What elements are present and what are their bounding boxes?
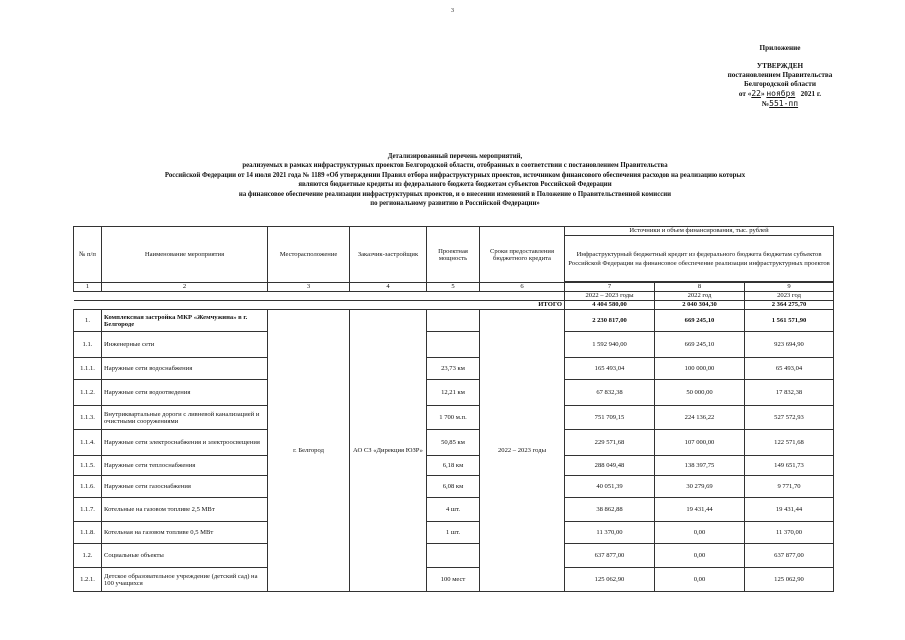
page-number: 3 [451, 8, 454, 14]
row-value-total: 38 862,88 [565, 498, 655, 522]
table-row [74, 476, 834, 498]
row-capacity: 1 700 м.п. [427, 406, 480, 430]
row-value-2022: 669 245,10 [655, 310, 745, 332]
col-number: 3 [268, 283, 350, 292]
header-customer: Заказчик-застройщик [350, 227, 427, 283]
row-capacity: 4 шт. [427, 498, 480, 522]
row-capacity [427, 544, 480, 568]
table-row [74, 498, 834, 522]
approval-line-2: Белгородской области [744, 80, 816, 88]
row-name: Детское образовательное учреждение (детский сад) на 100 учащихся [102, 568, 268, 592]
row-value-2022: 19 431,44 [655, 498, 745, 522]
row-value-total: 229 571,68 [565, 430, 655, 456]
total-label: ИТОГО [74, 301, 565, 310]
table-row [74, 310, 834, 332]
row-value-2023: 1 561 571,90 [745, 310, 834, 332]
header-capacity: Проектная мощность [427, 227, 480, 283]
row-value-total: 288 049,48 [565, 456, 655, 476]
row-name: Котельная на газовом топливе 0,5 МВт [102, 522, 268, 544]
row-value-2022: 0,00 [655, 522, 745, 544]
row-number: 1.1. [74, 332, 102, 358]
row-value-2023: 11 370,00 [745, 522, 834, 544]
approval-line-1: постановлением Правительства [727, 71, 833, 79]
total-value: 2 364 275,70 [745, 301, 834, 310]
row-value-total: 40 051,39 [565, 476, 655, 498]
row-value-2023: 122 571,68 [745, 430, 834, 456]
row-name: Наружные сети водоотведения [102, 380, 268, 406]
row-value-2022: 669 245,10 [655, 332, 745, 358]
header-name: Наименование мероприятия [102, 227, 268, 283]
row-value-2022: 224 136,22 [655, 406, 745, 430]
row-value-2023: 19 431,44 [745, 498, 834, 522]
document-title [60, 152, 850, 208]
row-name: Наружные сети газоснабжения [102, 476, 268, 498]
approved-stamp: УТВЕРЖДЕН [756, 62, 804, 70]
header-location: Месторасположение [268, 227, 350, 283]
row-number: 1.1.7. [74, 498, 102, 522]
header-credit: Инфраструктурный бюджетный кредит из федерального бюджета бюджетам субъектов Российской Федерации на финансовое обеспечение реализации инфраструктурных проектов [565, 236, 834, 282]
customer-cell: АО СЗ «Дирекция ЮЗР» [350, 310, 427, 592]
row-capacity: 1 шт. [427, 522, 480, 544]
row-value-2022: 100 000,00 [655, 358, 745, 380]
row-capacity: 23,73 км [427, 358, 480, 380]
row-name: Внутриквартальные дороги с ливневой канализацией и очистными сооружениями [102, 406, 268, 430]
col-number: 2 [102, 283, 268, 292]
row-name: Котельные на газовом топливе 2,5 МВт [102, 498, 268, 522]
row-value-2022: 107 000,00 [655, 430, 745, 456]
row-name: Социальные объекты [102, 544, 268, 568]
number-prefix: № [761, 100, 770, 108]
row-name: Инженерные сети [102, 332, 268, 358]
row-number: 1. [74, 310, 102, 332]
total-value: 4 404 580,00 [565, 301, 655, 310]
row-value-total: 637 877,00 [565, 544, 655, 568]
year-label: 2022 год [655, 292, 745, 301]
row-value-2023: 9 771,70 [745, 476, 834, 498]
row-number: 1.1.3. [74, 406, 102, 430]
title-line-6: по региональному развитию в Российской Федерации» [370, 200, 540, 208]
col-number: 6 [480, 283, 565, 292]
table-row [74, 430, 834, 456]
row-number: 1.1.4. [74, 430, 102, 456]
measures-table [73, 226, 834, 592]
row-value-total: 1 592 940,00 [565, 332, 655, 358]
date-year: 2021 г. [800, 90, 822, 98]
approval-number [705, 99, 855, 109]
col-number: 8 [655, 283, 745, 292]
number-value: 551-пп [769, 99, 799, 108]
table-row [74, 456, 834, 476]
col-number: 9 [745, 283, 834, 292]
row-capacity: 12,21 км [427, 380, 480, 406]
table-row [74, 358, 834, 380]
title-line-4: являются бюджетные кредиты из федерального бюджета бюджетам субъектов Российской Федерации [298, 181, 612, 189]
title-line-5: на финансовое обеспечение реализации инфраструктурных проектов, и о внесении изменений в Положение о Правительственной комиссии [238, 190, 672, 198]
title-line-3: Российской Федерации от 14 июля 2021 года № 1189 «Об утверждении Правил отбора инфраструктурных проектов, источником финансового обеспечения расходов на реализацию которых [164, 171, 746, 179]
row-number: 1.1.5. [74, 456, 102, 476]
table-row [74, 380, 834, 406]
table-row [74, 544, 834, 568]
row-value-total: 2 230 817,00 [565, 310, 655, 332]
row-value-2022: 0,00 [655, 544, 745, 568]
table-row [74, 568, 834, 592]
date-day: 22 [751, 89, 761, 98]
header-term: Сроки предоставления бюджетного кредита [480, 227, 565, 283]
year-label: 2023 год [745, 292, 834, 301]
row-value-2023: 125 062,90 [745, 568, 834, 592]
row-capacity: 6,18 км [427, 456, 480, 476]
col-number: 1 [74, 283, 102, 292]
row-value-total: 67 832,38 [565, 380, 655, 406]
row-value-2022: 30 279,69 [655, 476, 745, 498]
approval-date [705, 89, 855, 99]
header-num: № п/п [74, 227, 102, 283]
row-value-2022: 50 000,00 [655, 380, 745, 406]
row-capacity: 6,08 км [427, 476, 480, 498]
row-value-2023: 149 651,73 [745, 456, 834, 476]
col-number: 5 [427, 283, 480, 292]
row-value-total: 751 709,15 [565, 406, 655, 430]
row-name: Наружные сети электроснабжения и электроосвещения [102, 430, 268, 456]
col-number: 7 [565, 283, 655, 292]
table-row [74, 522, 834, 544]
row-number: 1.1.6. [74, 476, 102, 498]
col-number: 4 [350, 283, 427, 292]
row-value-2023: 527 572,93 [745, 406, 834, 430]
year-label: 2022 – 2023 годы [565, 292, 655, 301]
date-mid: » [760, 90, 765, 98]
row-name: Комплексная застройка МКР «Жемчужина» в г. Белгороде [102, 310, 268, 332]
row-number: 1.1.8. [74, 522, 102, 544]
row-number: 1.1.1. [74, 358, 102, 380]
row-name: Наружные сети теплоснабжения [102, 456, 268, 476]
row-capacity [427, 310, 480, 332]
row-number: 1.1.2. [74, 380, 102, 406]
row-value-2023: 637 877,00 [745, 544, 834, 568]
date-month: ноября [766, 89, 796, 98]
row-capacity: 100 мест [427, 568, 480, 592]
term-cell: 2022 – 2023 годы [480, 310, 565, 592]
row-name: Наружные сети водоснабжения [102, 358, 268, 380]
header-sources: Источники и объем финансирования, тыс. рублей [565, 227, 834, 236]
title-line-1: Детализированный перечень мероприятий, [387, 153, 523, 160]
row-value-2022: 0,00 [655, 568, 745, 592]
row-value-2022: 138 397,75 [655, 456, 745, 476]
row-value-2023: 17 832,38 [745, 380, 834, 406]
row-value-2023: 65 493,04 [745, 358, 834, 380]
row-value-2023: 923 694,90 [745, 332, 834, 358]
appendix-label: Приложение [759, 44, 801, 52]
row-capacity: 50,85 км [427, 430, 480, 456]
approval-block [705, 44, 855, 109]
row-number: 1.2.1. [74, 568, 102, 592]
location-cell: г. Белгород [268, 310, 350, 592]
row-value-total: 165 493,04 [565, 358, 655, 380]
title-line-2: реализуемых в рамках инфраструктурных проектов Белгородской области, отобранных в соответствии с постановлением Правительства [242, 162, 668, 170]
row-number: 1.2. [74, 544, 102, 568]
table-row [74, 332, 834, 358]
total-value: 2 040 304,30 [655, 301, 745, 310]
date-prefix: от « [738, 90, 752, 98]
row-capacity [427, 332, 480, 358]
row-value-total: 125 062,90 [565, 568, 655, 592]
table-row [74, 406, 834, 430]
row-value-total: 11 370,00 [565, 522, 655, 544]
